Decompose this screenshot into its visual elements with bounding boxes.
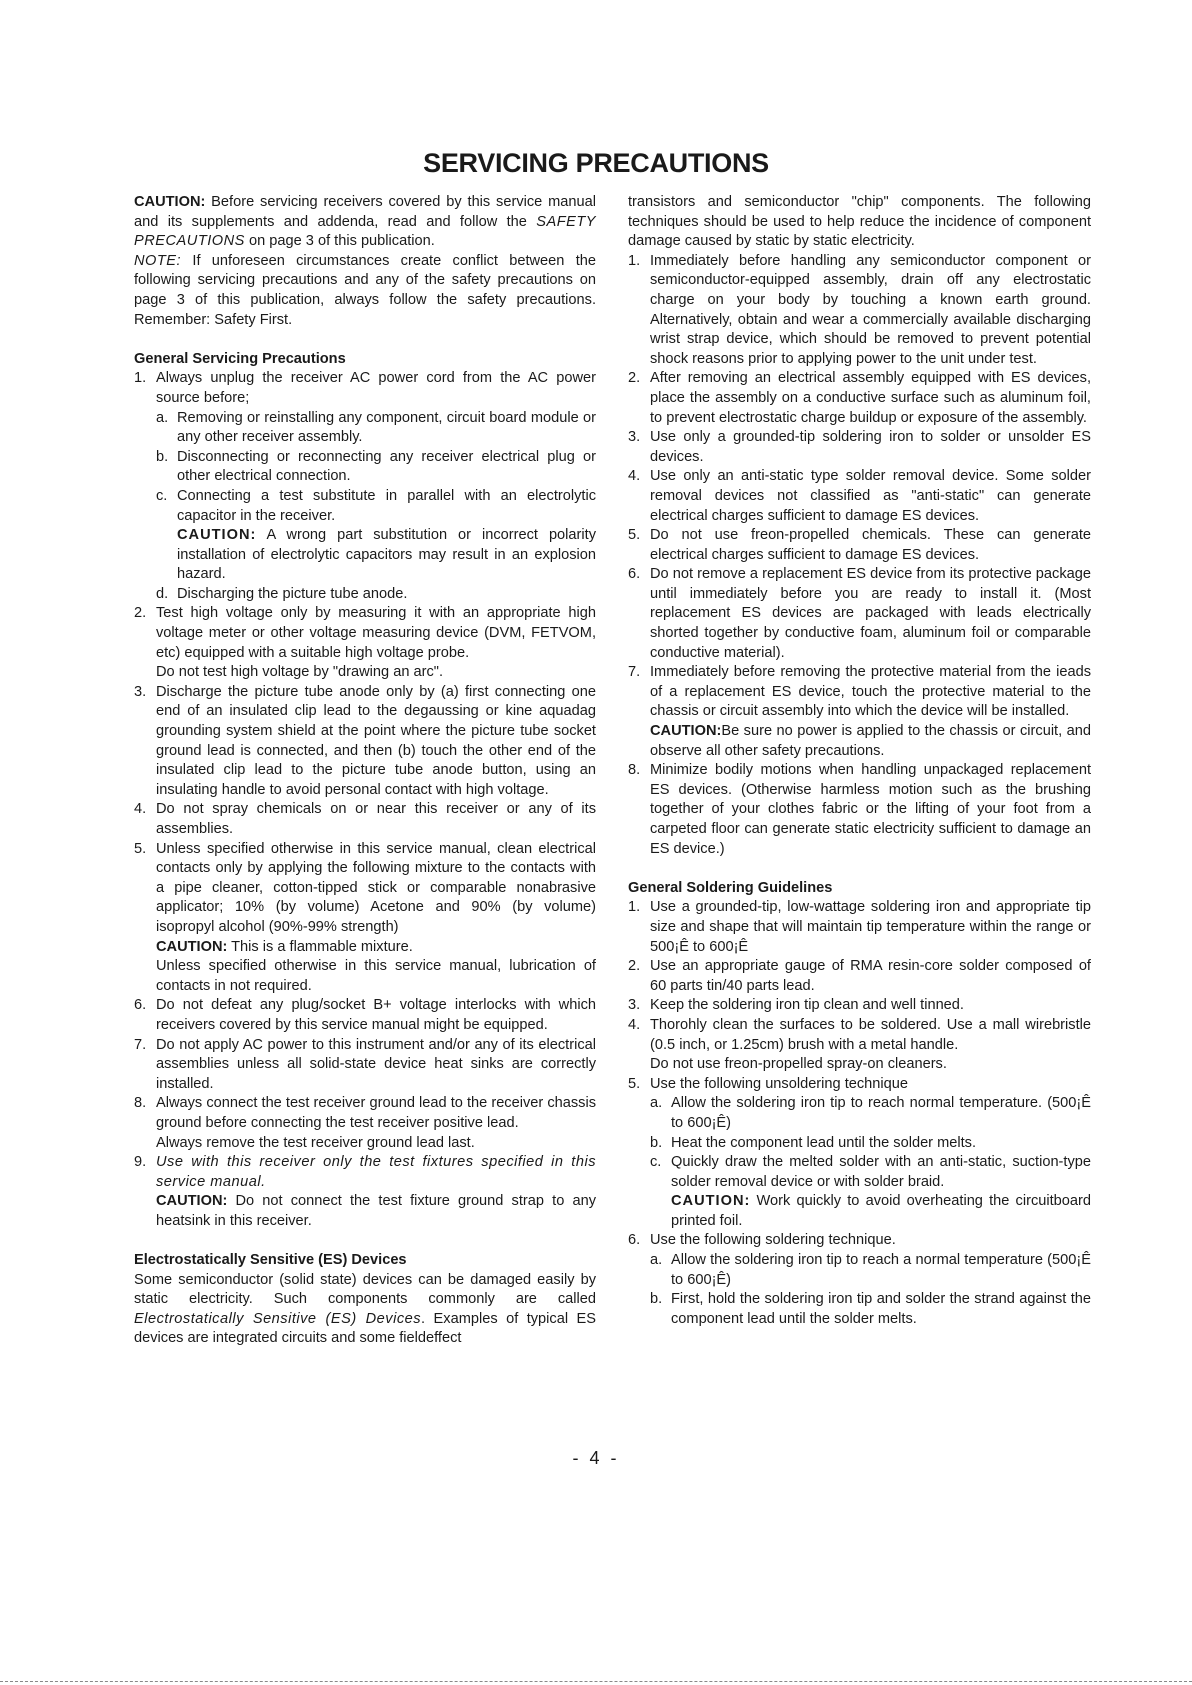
caution-tail: on page 3 of this publication. <box>244 233 435 250</box>
list-item: 5. Use the following unsoldering technique <box>628 1075 908 1092</box>
list-item: 6. Do not defeat any plug/socket B+ voltage interlocks with which receivers covered by this service manual might be equipped. <box>134 997 596 1033</box>
list-item: 1. Use a grounded-tip, low-wattage soldering iron and appropriate tip size and shape that will maintain tip temperature within the range or 500¡Ê to 600¡Ê <box>628 899 1091 955</box>
bottom-dashed-rule <box>0 1681 1192 1682</box>
caution-note: CAUTION: A wrong part substitution or incorrect polarity installation of electrolytic capacitors may result in an explosion hazard. <box>177 527 596 583</box>
list-item: 7. Immediately before removing the protective material from the ieads of a replacement ES device, touch the protective material to the chassis or circuit assembly into which the device will be installed. <box>628 664 1091 720</box>
list-item-extra: Always remove the test receiver ground lead last. <box>156 1134 475 1151</box>
list-item-extra: Do not test high voltage by "drawing an arc". <box>156 664 443 681</box>
caution-note: CAUTION:Be sure no power is applied to the chassis or circuit, and observe all other safety precautions. <box>650 723 1091 759</box>
list-item: 5. Unless specified otherwise in this service manual, clean electrical contacts only by applying the following mixture to the contacts with a pipe cleaner, cotton-tipped stick or comparable nonabrasive applicator; 10% (by volume) Acetone and 90% (by volume) isopropyl alcohol (90%-99% strength) <box>134 840 596 935</box>
caution-text: Before servicing receivers covered by this service manual and its supplements and addenda, read and follow the <box>134 194 596 230</box>
list-subitem: a. Allow the soldering iron tip to reach normal temperature. (500¡Ê to 600¡Ê) <box>650 1095 1091 1131</box>
list-item: 5. Do not use freon-propelled chemicals. These can generate electrical charges sufficient to damage ES devices. <box>628 527 1091 563</box>
caution-note: CAUTION: Work quickly to avoid overheating the circuitboard printed foil. <box>671 1193 1091 1229</box>
list-subitem: a. Allow the soldering iron tip to reach a normal temperature (500¡Ê to 600¡Ê) <box>650 1252 1091 1288</box>
general-servicing-heading: General Servicing Precautions <box>134 350 346 367</box>
list-item: 8. Always connect the test receiver ground lead to the receiver chassis ground before connecting the test receiver positive lead. <box>134 1095 596 1131</box>
list-item: 6. Do not remove a replacement ES device from its protective package until immediately before you are ready to install it. (Most replacement ES devices are packaged with leads electrically shorted together by conductive foam, aluminum foil or comparable conductive material). <box>628 566 1091 661</box>
list-item: 2. Test high voltage only by measuring it with an appropriate high voltage meter or other voltage measuring device (DVM, FETVOM, etc) equipped with a suitable high voltage probe. <box>134 605 596 661</box>
list-item-extra: Do not use freon-propelled spray-on cleaners. <box>650 1056 947 1073</box>
caution-note: CAUTION: This is a flammable mixture. <box>156 938 413 955</box>
note-text: If unforeseen circumstances create conflict between the following servicing precautions and any of the safety precautions on page 3 of this publication, always follow the safety precautions. Remember: Safety First. <box>134 252 596 328</box>
es-intro-continued: transistors and semiconductor "chip" components. The following techniques should be used to help reduce the incidence of component damage caused by static by static electricity. <box>628 194 1091 250</box>
caution-note: CAUTION: Do not connect the test fixture ground strap to any heatsink in this receiver. <box>156 1193 596 1229</box>
list-item: 3. Keep the soldering iron tip clean and well tinned. <box>628 997 964 1014</box>
page-title: SERVICING PRECAUTIONS <box>423 148 769 178</box>
list-item: 4. Thorohly clean the surfaces to be soldered. Use a mall wirebristle (0.5 inch, or 1.25cm) brush with a metal handle. <box>628 1016 1091 1053</box>
list-item: 9. Use with this receiver only the test fixtures specified in this service manual. <box>134 1154 596 1190</box>
list-item-extra: Unless specified otherwise in this service manual, lubrication of contacts in not required. <box>156 958 596 994</box>
list-item: 1. Always unplug the receiver AC power cord from the AC power source before; <box>134 370 596 406</box>
caution-paragraph <box>134 193 596 252</box>
list-subitem: a. Removing or reinstalling any component, circuit board module or any other receiver assembly. <box>156 409 596 446</box>
list-item: 7. Do not apply AC power to this instrument and/or any of its electrical assemblies unless all solid-state device heat sinks are correctly installed. <box>134 1036 596 1092</box>
list-item: 2. After removing an electrical assembly equipped with ES devices, place the assembly on a conductive surface such as aluminum foil, to prevent electrostatic charge buildup or exposure of the assembly. <box>628 370 1091 426</box>
list-subitem: b. First, hold the soldering iron tip and solder the strand against the component lead until the solder melts. <box>650 1291 1091 1327</box>
caution-label: CAUTION: <box>134 194 206 210</box>
list-item: 3. Use only a grounded-tip soldering iron to solder or unsolder ES devices. <box>628 429 1091 465</box>
left-column <box>134 193 596 1349</box>
es-devices-heading: Electrostatically Sensitive (ES) Devices <box>134 1252 407 1269</box>
list-subitem: c. Quickly draw the melted solder with an anti-static, suction-type solder removal device or with solder braid. <box>650 1154 1091 1190</box>
list-item: 3. Discharge the picture tube anode only by (a) first connecting one end of an insulated clip lead to the degaussing or kine aquadag grounding system shield at the point where the picture tube socket ground lead is connected, and then (b) touch the other end of the insulated clip lead to the picture tube anode button, using an insulating handle to avoid personal contact with high voltage. <box>134 683 596 798</box>
list-item: 6. Use the following soldering technique. <box>628 1232 896 1249</box>
list-item: 2. Use an appropriate gauge of RMA resin-core solder composed of 60 parts tin/40 parts lead. <box>628 958 1091 994</box>
list-item: 8. Minimize bodily motions when handling unpackaged replacement ES devices. (Otherwise harmless motion such as the brushing together of your clothes fabric or the lifting of your foot from a carpeted floor can generate static electricity sufficient to damage an ES device.) <box>628 762 1091 857</box>
list-subitem: b. Disconnecting or reconnecting any receiver electrical plug or other electrical connection. <box>156 448 596 485</box>
note-paragraph <box>134 252 596 330</box>
list-item: 4. Do not spray chemicals on or near this receiver or any of its assemblies. <box>134 801 596 837</box>
safety-precautions-ref: SAFETY PRECAUTIONS <box>134 213 596 250</box>
soldering-heading: General Soldering Guidelines <box>628 879 833 896</box>
list-subitem: d. Discharging the picture tube anode. <box>156 585 408 602</box>
es-intro-paragraph: Some semiconductor (solid state) devices can be damaged easily by static electricity. Such components commonly are called Electrostatically Sensitive (ES) Devices. Examples of typical ES devices are integrated circuits and some fieldeffect <box>134 1271 596 1347</box>
right-column <box>628 193 1091 1329</box>
list-subitem: c. Connecting a test substitute in parallel with an electrolytic capacitor in the receiver. <box>156 487 596 524</box>
list-subitem: b. Heat the component lead until the solder melts. <box>650 1134 977 1151</box>
page-number: - 4 - <box>572 1448 620 1468</box>
list-item: 4. Use only an anti-static type solder removal device. Some solder removal devices not classified as "anti-static" can generate electrical charges sufficient to damage ES devices. <box>628 468 1091 524</box>
note-label: NOTE: <box>134 252 182 269</box>
list-item: 1. Immediately before handling any semiconductor component or semiconductor-equipped assembly, drain off any electrostatic charge on your body by touching a known earth ground. Alternatively, obtain and wear a commercially available discharging wrist strap device, which should be removed to prevent potential shock reasons prior to applying power to the unit under test. <box>628 252 1091 367</box>
